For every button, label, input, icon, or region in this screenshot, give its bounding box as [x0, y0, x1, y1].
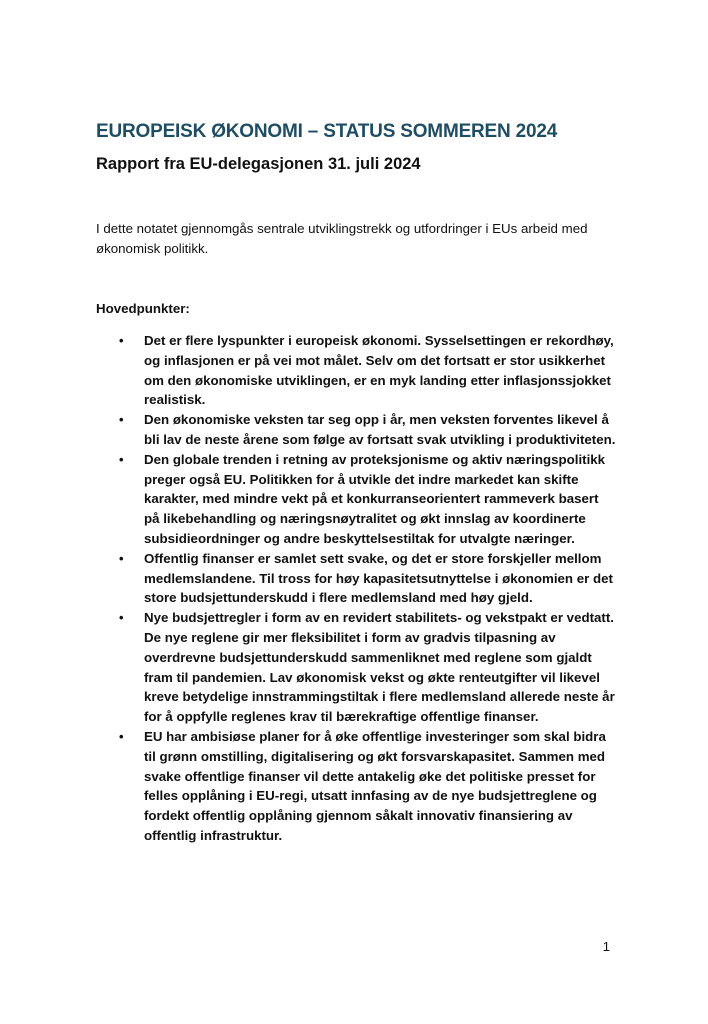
highlights-list	[96, 331, 616, 846]
bullet-icon: •	[119, 550, 124, 566]
document-subtitle: Rapport fra EU-delegasjonen 31. juli 2024	[96, 155, 421, 173]
highlights-heading: Hovedpunkter:	[96, 301, 190, 316]
bullet-icon: •	[119, 610, 124, 626]
page-number: 1	[602, 939, 610, 954]
highlight-text: Den globale trenden i retning av proteksjonisme og aktiv næringspolitikk preger også EU. Politikken for å utvikle det indre markedet kan skifte karakter, med mindre vekt på et konkurranseorientert rammeverk basert på likebehandling og næringsnøytralitet og økt innslag av koordinerte subsidieordninger og andre beskyttelsestiltak for utvalgte næringer.	[144, 451, 606, 546]
bullet-icon: •	[119, 451, 124, 467]
highlight-text: Offentlig finanser er samlet sett svake, og det er store forskjeller mellom medlemslandene. Til tross for høy kapasitetsutnyttelse i økonomien er det store budsjettunderskudd i flere medlemsland med høy gjeld.	[144, 550, 613, 606]
bullet-icon: •	[119, 412, 124, 428]
intro-paragraph: I dette notatet gjennomgås sentrale utviklingstrekk og utfordringer i EUs arbeid med økonomisk politikk.	[96, 221, 588, 256]
highlight-item	[96, 549, 616, 608]
highlight-item	[96, 331, 616, 410]
document-title: EUROPEISK ØKONOMI – STATUS SOMMEREN 2024	[96, 121, 558, 142]
highlight-item	[96, 410, 616, 450]
highlight-text: EU har ambisiøse planer for å øke offentlige investeringer som skal bidra til grønn omstilling, digitalisering og økt forsvarskapasitet. Sammen med svake offentlige finanser vil dette antakelig øke det politiske presset for felles opplåning i EU-regi, utsatt innfasing av de nye budsjettreglene og fordekt offentlig opplåning gjennom såkalt innovativ finansiering av offentlig infrastruktur.	[144, 728, 606, 843]
highlight-item	[96, 450, 616, 549]
highlight-item	[96, 727, 616, 846]
highlight-item	[96, 608, 616, 727]
highlight-text: Nye budsjettregler i form av en revidert stabilitets- og vekstpakt er vedtatt. De nye reglene gir mer fleksibilitet i form av gradvis tilpasning av overdrevne budsjettunderskudd sammenliknet med reglene som gjaldt fram til pandemien. Lav økonomisk vekst og økte renteutgifter vil likevel kreve betydelige innstrammingstiltak i flere medlemsland allerede neste år for å oppfylle reglenes krav til bærekraftige offentlige finanser.	[144, 610, 615, 725]
bullet-icon: •	[119, 333, 124, 348]
bullet-icon: •	[119, 728, 124, 744]
highlight-text: Det er flere lyspunkter i europeisk økonomi. Sysselsettingen er rekordhøy, og inflasjonen er på vei mot målet. Selv om det fortsatt er stor usikkerhet om den økonomiske utviklingen, er en myk landing etter inflasjonssjokket realistisk.	[144, 333, 614, 408]
highlight-text: Den økonomiske veksten tar seg opp i år, men veksten forventes likevel å bli lav de neste årene som følge av fortsatt svak utvikling i produktiviteten.	[144, 412, 616, 447]
